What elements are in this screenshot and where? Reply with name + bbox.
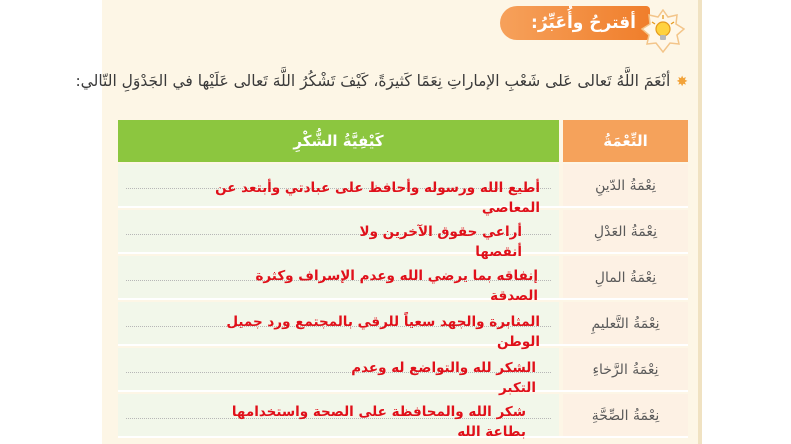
blessing-label: نِعْمَةُ الدّينِ <box>595 178 656 194</box>
intro-text: أنْعَمَ اللَّهُ تَعالى عَلى شَعْبِ الإماراتِ نِعَمًا كَثيرَةً، كَيْفَ تَشْكُرُ اللَّهَ تَعالى عَلَيْها في الجَدْوَلِ التّالي: <box>75 72 671 90</box>
answer-text: شكر الله والمحافظة على الصحة واستخدامها بطاعة الله <box>231 404 526 440</box>
blessing-cell <box>563 302 688 346</box>
blessing-cell <box>563 210 688 254</box>
header-gratitude-label: كَيْفِيَّةُ الشُّكْرِ <box>293 132 384 150</box>
answer-text: الشكر لله والتواضع له وعدم التكبر <box>351 360 536 396</box>
header-blessing-label: النِّعْمَةُ <box>603 132 648 150</box>
blessing-label: نِعْمَةُ الصِّحَّةِ <box>591 408 660 424</box>
blessing-cell <box>563 256 688 300</box>
section-title: أقترحُ وأُعَبِّرُ: <box>531 13 636 33</box>
lightbulb-icon <box>641 9 685 53</box>
blessing-label: نِعْمَةُ الرَّخاءِ <box>592 362 659 378</box>
header-blessing <box>563 120 688 162</box>
blessing-cell <box>563 394 688 438</box>
blessing-label: نِعْمَةُ المالِ <box>594 270 657 286</box>
blessing-label: نِعْمَةُ التَّعليمِ <box>591 316 660 332</box>
answer-text: أطيع الله ورسوله وأحافظ على عبادتي وأبتعد عن المعاصي <box>215 180 540 216</box>
section-banner <box>500 6 650 40</box>
blessing-cell <box>563 348 688 392</box>
intro-question <box>75 72 688 90</box>
page-edge <box>698 0 702 444</box>
answer-text: أراعي حقوق الآخرين ولا أنقصها <box>359 224 522 260</box>
blessing-label: نِعْمَةُ العَدْلِ <box>593 224 658 240</box>
blessing-cell <box>563 164 688 208</box>
answer-text: المثابرة والجهد سعياً للرقي بالمجتمع ورد جميل الوطن <box>226 314 540 350</box>
answer-text: إنفاقه بما يرضي الله وعدم الإسراف وكثرة الصدقة <box>255 268 538 304</box>
sparkle-icon: ✸ <box>676 74 688 90</box>
header-gratitude <box>118 120 559 162</box>
